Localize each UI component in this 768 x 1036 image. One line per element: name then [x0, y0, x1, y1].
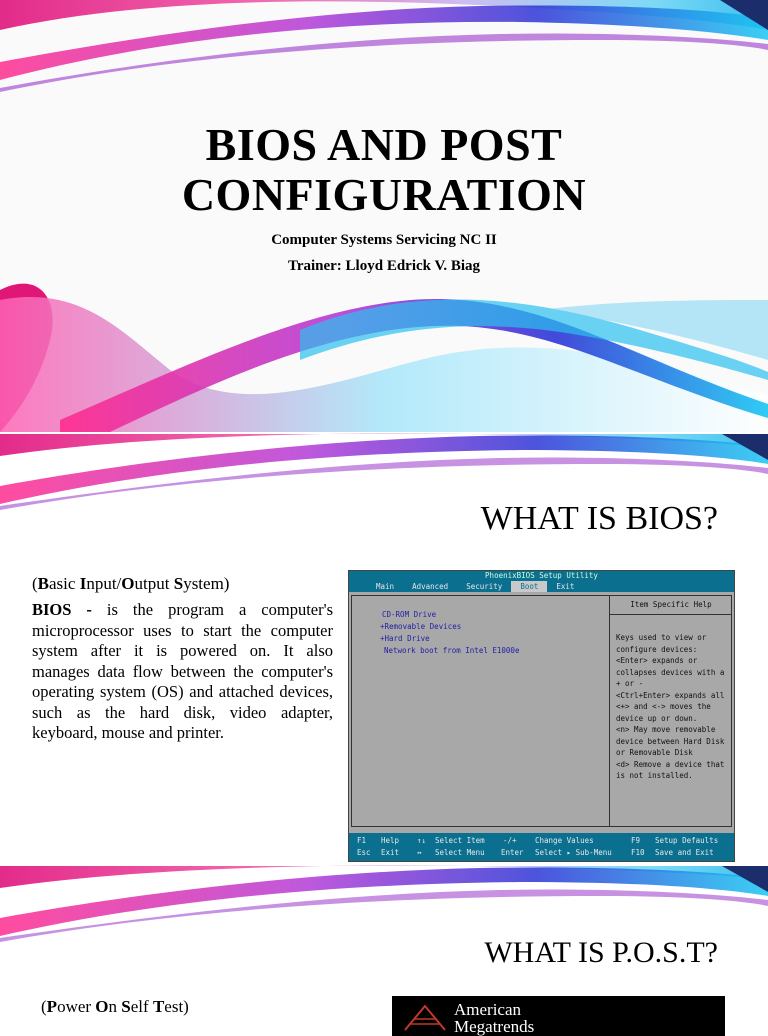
course-subtitle: Computer Systems Servicing NC II	[271, 232, 497, 248]
item-help-panel	[609, 596, 732, 826]
title-slide	[0, 0, 768, 432]
bios-setup-screenshot	[348, 570, 735, 862]
title-line-2: CONFIGURATION	[181, 169, 587, 220]
bios-tab-main: Main	[376, 582, 395, 591]
bios-definition	[32, 600, 333, 744]
acronym-expansion: (Power On Self Test)	[41, 997, 189, 1016]
boot-item: CD-ROM Drive	[382, 610, 437, 619]
bios-tab-exit: Exit	[556, 582, 575, 591]
bios-tab-security: Security	[466, 582, 503, 591]
bios-slide	[0, 434, 768, 864]
boot-order-list	[352, 596, 608, 826]
definition-text: is the program a computer's microprocessor uses to start the computer system after it is powered on. It also manages data flow between the computer's operating system (OS) and attached devices, such as the hard disk, video adapter, keyboard, mouse and printer.	[32, 600, 333, 742]
logo-wordmark: American Megatrends	[454, 1000, 535, 1036]
help-text: Keys used to view or configure devices: <Enter> expands or collapses devices with a + or - <Ctrl+Enter> expands all <+> and <-> moves the device up or down. <n> May move removable device between Hard Disk or Removable Disk <d> Remove a device that is not installed.	[616, 633, 725, 780]
trainer-name: Trainer: Lloyd Edrick V. Biag	[287, 258, 481, 274]
key-legend-row: Esc Exit ↔ Select Menu Enter Select ▸ Sub-Menu F10 Save and Exit	[357, 848, 714, 857]
bios-content	[351, 595, 732, 827]
boot-item: +Hard Drive	[380, 634, 430, 643]
bios-tab-advanced: Advanced	[412, 582, 449, 591]
ami-logo-icon	[400, 1002, 450, 1032]
bios-tab-boot: Boot	[511, 581, 547, 592]
key-legend-row: F1 Help ↑↓ Select Item -/+ Change Values F9 Setup Defaults	[357, 836, 719, 845]
bios-menu-tabs	[349, 581, 734, 592]
post-slide	[0, 866, 768, 1036]
boot-item: Network boot from Intel E1000e	[384, 646, 520, 655]
acronym-expansion: (Basic Input/Output System)	[32, 574, 230, 593]
section-heading: WHAT IS BIOS?	[480, 500, 718, 537]
help-title: Item Specific Help	[610, 596, 732, 615]
swoosh-decoration	[0, 866, 768, 946]
bios-title-bar: PhoenixBIOS Setup Utility	[349, 571, 734, 581]
american-megatrends-logo	[392, 996, 725, 1036]
term: BIOS -	[32, 600, 92, 619]
presentation-title	[0, 120, 768, 220]
section-heading: WHAT IS P.O.S.T?	[484, 936, 718, 969]
bios-key-legend	[349, 833, 734, 861]
boot-item: +Removable Devices	[380, 622, 462, 631]
title-line-1: BIOS AND POST	[205, 119, 563, 170]
